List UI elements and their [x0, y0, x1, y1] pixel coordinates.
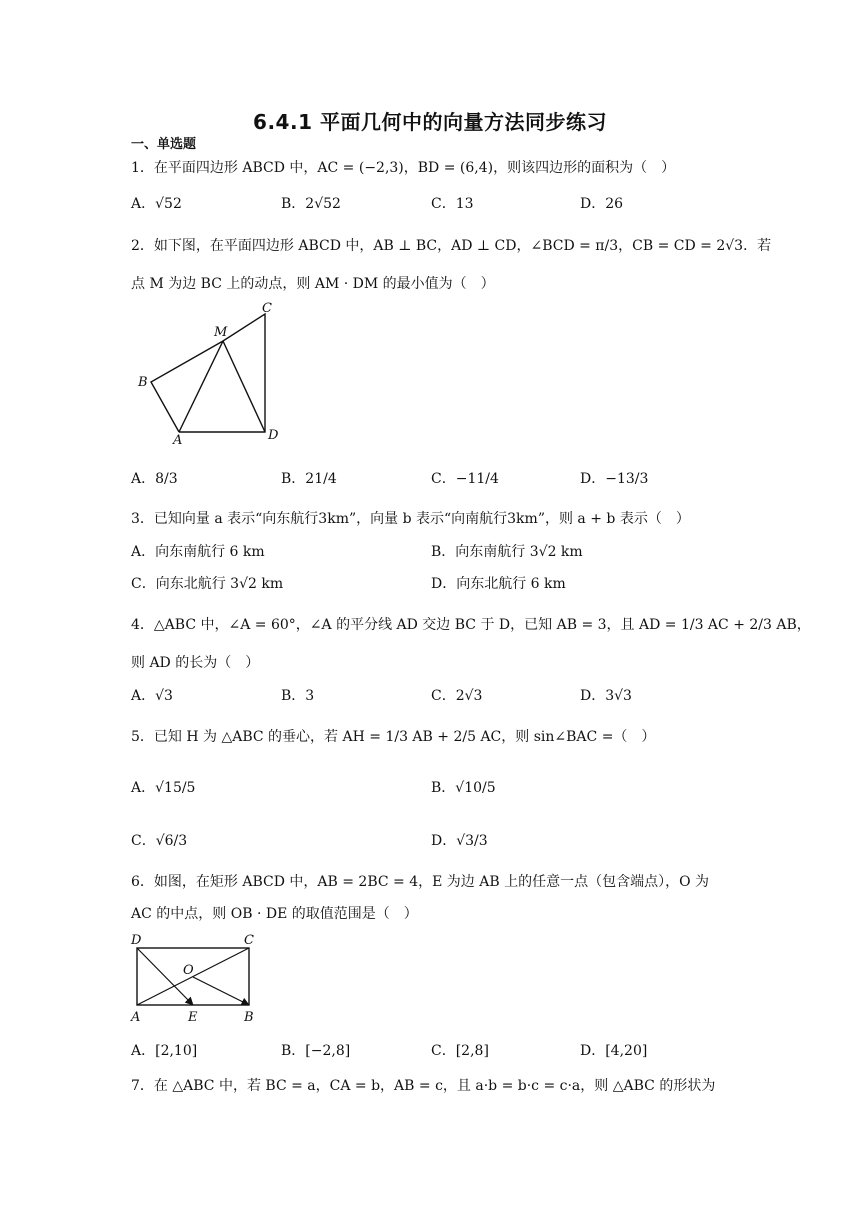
q2-option-a[interactable]: A．8/3 — [131, 471, 178, 487]
q5-option-c[interactable]: C．√6/3 — [131, 833, 188, 849]
figure2-label-c: C — [244, 933, 254, 948]
q5-option-b[interactable]: B．√10/5 — [431, 780, 496, 796]
question-6-line-1: 6．如图，在矩形 ABCD 中，AB = 2BC = 4，E 为边 AB 上的任意一点（包含端点），O 为 — [131, 874, 710, 890]
q5-option-a[interactable]: A．√15/5 — [131, 780, 196, 796]
q2-option-d[interactable]: D．−13/3 — [580, 471, 649, 487]
figure2-label-d: D — [131, 933, 142, 948]
figure1-label-c: C — [262, 301, 272, 316]
q5-option-d[interactable]: D．√3/3 — [431, 833, 488, 849]
q4-option-a[interactable]: A．√3 — [131, 688, 173, 704]
q6-option-b[interactable]: B．[−2,8] — [281, 1043, 351, 1059]
q4-option-d[interactable]: D．3√3 — [580, 688, 632, 704]
q3-option-c[interactable]: C．向东北航行 3√2 km — [131, 576, 284, 592]
question-5-text: 5．已知 H 为 △ABC 的垂心，若 AH = 1/3 AB + 2/5 AC，则 sin∠BAC =（ ） — [131, 729, 656, 745]
figure2-label-a: A — [131, 1010, 141, 1025]
q4-option-c[interactable]: C．2√3 — [431, 688, 483, 704]
question-4-line-2: 则 AD 的长为（ ） — [131, 655, 260, 671]
q6-option-c[interactable]: C．[2,8] — [431, 1043, 489, 1059]
question-2-line-2: 点 M 为边 BC 上的动点，则 AM · DM 的最小值为（ ） — [131, 276, 495, 292]
rectangle-figure — [128, 930, 268, 1025]
q1-option-c[interactable]: C．13 — [431, 196, 474, 212]
figure1-label-d: D — [268, 428, 279, 443]
q1-option-d[interactable]: D．26 — [580, 196, 624, 212]
q3-option-b[interactable]: B．向东南航行 3√2 km — [431, 544, 583, 560]
q6-option-d[interactable]: D．[4,20] — [580, 1043, 648, 1059]
q3-option-d[interactable]: D．向东北航行 6 km — [431, 576, 566, 592]
question-7-text: 7．在 △ABC 中，若 BC = a，CA = b，AB = c，且 a·b = b·c = c·a，则 △ABC 的形状为 — [131, 1078, 716, 1094]
q1-option-b[interactable]: B．2√52 — [281, 196, 341, 212]
section-heading: 一、单选题 — [131, 137, 197, 152]
figure1-label-a: A — [173, 433, 183, 446]
question-1-text: 1．在平面四边形 ABCD 中，AC = (−2,3)，BD = (6,4)，则该四边形的面积为（ ） — [131, 160, 676, 176]
q2-option-b[interactable]: B．21/4 — [281, 471, 337, 487]
figure1-label-b: B — [138, 375, 148, 390]
figure2-label-e: E — [188, 1010, 198, 1025]
question-3-text: 3．已知向量 a 表示“向东航行3km”，向量 b 表示“向南航行3km”，则 a + b 表示（ ） — [131, 511, 690, 527]
q6-option-a[interactable]: A．[2,10] — [131, 1043, 198, 1059]
q1-option-a[interactable]: A．√52 — [131, 196, 182, 212]
figure2-label-b: B — [244, 1010, 254, 1025]
q2-option-c[interactable]: C．−11/4 — [431, 471, 499, 487]
question-4-line-1: 4．△ABC 中，∠A = 60°，∠A 的平分线 AD 交边 BC 于 D，已知 AB = 3，且 AD = 1/3 AC + 2/3 AB， — [131, 617, 811, 633]
figure2-label-o: O — [183, 963, 194, 978]
question-2-line-1: 2．如下图，在平面四边形 ABCD 中，AB ⊥ BC，AD ⊥ CD，∠BCD = π/3，CB = CD = 2√3．若 — [131, 238, 772, 254]
question-6-line-2: AC 的中点，则 OB · DE 的取值范围是（ ） — [131, 906, 418, 922]
q4-option-b[interactable]: B．3 — [281, 688, 315, 704]
figure1-label-m: M — [214, 325, 228, 340]
page-title: 6.4.1 平面几何中的向量方法同步练习 — [253, 110, 607, 134]
quadrilateral-figure — [131, 296, 291, 446]
q3-option-a[interactable]: A．向东南航行 6 km — [131, 544, 265, 560]
